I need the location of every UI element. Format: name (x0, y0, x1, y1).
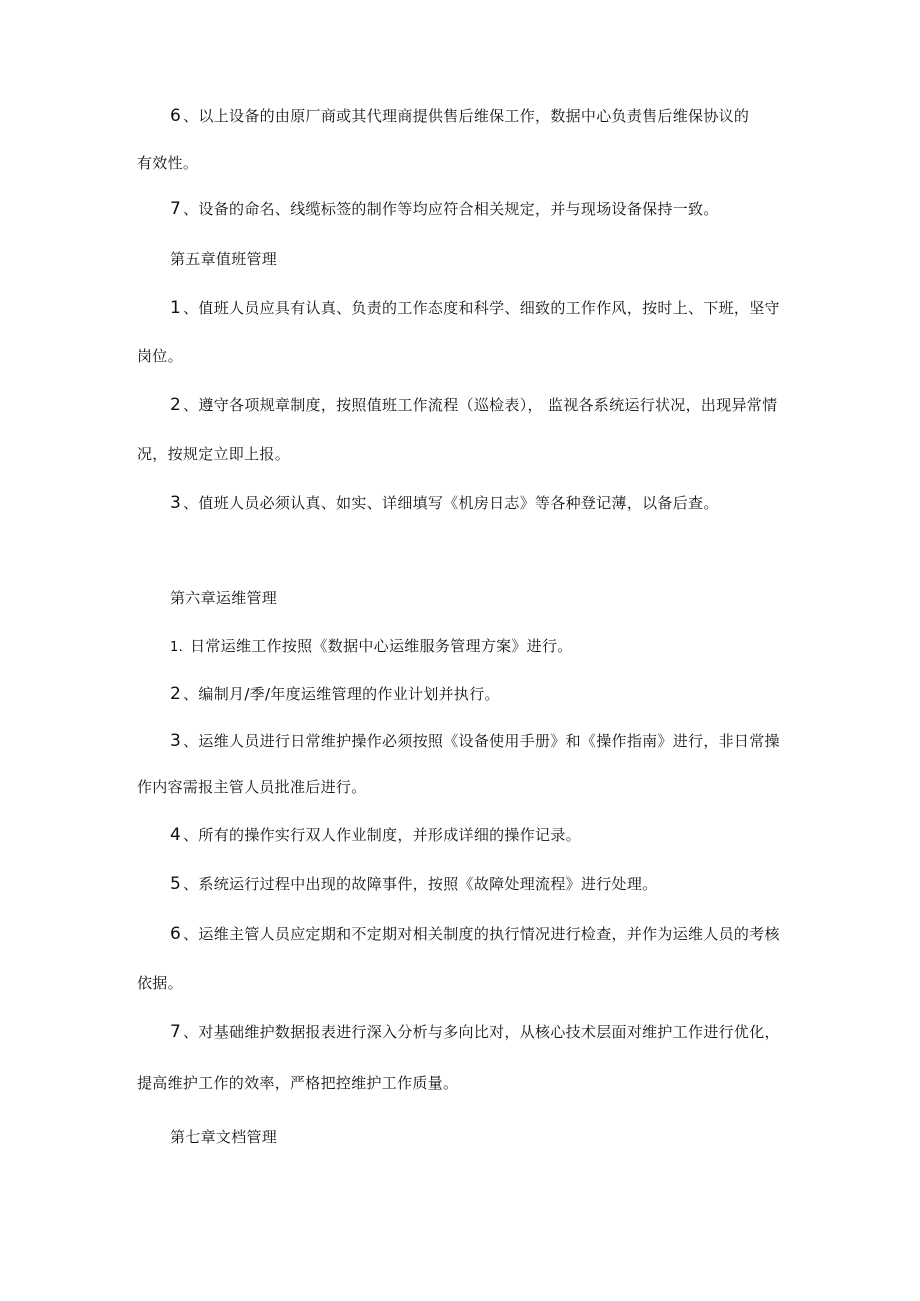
item-text: 、设备的命名、线缆标签的制作等均应符合相关规定，并与现场设备保持一致。 (183, 200, 719, 218)
paragraph-line (170, 199, 719, 219)
item-number: 3 (170, 493, 182, 513)
item-number: 7 (170, 199, 182, 219)
item-text: 、值班人员应具有认真、负责的工作态度和科学、细致的工作作风，按时上、下班，坚守 (183, 299, 780, 317)
chapter-heading: 第五章值班管理 (170, 250, 278, 268)
item-text: 、运维主管人员应定期和不定期对相关制度的执行情况进行检查，并作为运维人员的考核 (183, 925, 780, 943)
paragraph-line (137, 346, 183, 366)
item-text: 岗位。 (137, 347, 183, 365)
paragraph-line (170, 825, 581, 845)
paragraph-line (170, 924, 780, 944)
item-number: 7 (170, 1022, 182, 1042)
paragraph-line (170, 874, 657, 894)
paragraph-line (170, 298, 780, 318)
paragraph-line (137, 444, 290, 464)
item-number: 1 (170, 298, 182, 318)
item-text: 提高维护工作的效率，严格把控维护工作质量。 (137, 1074, 459, 1092)
item-text: 依据。 (137, 974, 183, 992)
item-text: 、运维人员进行日常维护操作必须按照《设备使用手册》和《操作指南》进行，非日常操 (183, 732, 780, 750)
item-text: 、所有的操作实行双人作业制度，并形成详细的操作记录。 (183, 826, 581, 844)
paragraph-line (137, 777, 367, 797)
paragraph-line (137, 973, 183, 993)
item-number: 3 (170, 731, 182, 751)
chapter-heading: 第六章运维管理 (170, 589, 278, 607)
paragraph-line (170, 636, 573, 658)
chapter-heading: 第七章文档管理 (170, 1128, 278, 1146)
item-text: 、系统运行过程中出现的故障事件，按照《故障处理流程》进行处理。 (183, 875, 658, 893)
item-number: 4 (170, 825, 182, 845)
item-text: 况，按规定立即上报。 (137, 445, 291, 463)
item-number: 5 (170, 874, 182, 894)
paragraph-line (170, 731, 780, 751)
item-number: 2 (170, 684, 182, 704)
paragraph-line (170, 106, 749, 126)
item-number: 1. (170, 640, 184, 655)
paragraph-line (137, 153, 198, 173)
paragraph-line (137, 1073, 458, 1093)
paragraph-line (170, 684, 500, 704)
paragraph-line (170, 493, 719, 513)
item-text: 、编制月/季/年度运维管理的作业计划并执行。 (183, 685, 500, 703)
item-number: 2 (170, 395, 182, 415)
paragraph-line (170, 1022, 780, 1042)
item-text: 有效性。 (137, 154, 199, 172)
item-text: 、值班人员必须认真、如实、详细填写《机房日志》等各种登记薄，以备后查。 (183, 494, 719, 512)
paragraph-line (170, 395, 777, 415)
item-text: 、以上设备的由原厂商或其代理商提供售后维保工作，数据中心负责售后维保协议的 (183, 107, 750, 125)
item-text: 日常运维工作按照《数据中心运维服务管理方案》进行。 (185, 637, 573, 655)
item-number: 6 (170, 106, 182, 126)
item-text: 作内容需报主管人员批准后进行。 (137, 778, 367, 796)
item-text: 、遵守各项规章制度，按照值班工作流程（巡检表）， 监视各系统运行状况，出现异常情 (183, 396, 778, 414)
item-number: 6 (170, 924, 182, 944)
item-text: 、对基础维护数据报表进行深入分析与多向比对，从核心技术层面对维护工作进行优化， (183, 1023, 780, 1041)
